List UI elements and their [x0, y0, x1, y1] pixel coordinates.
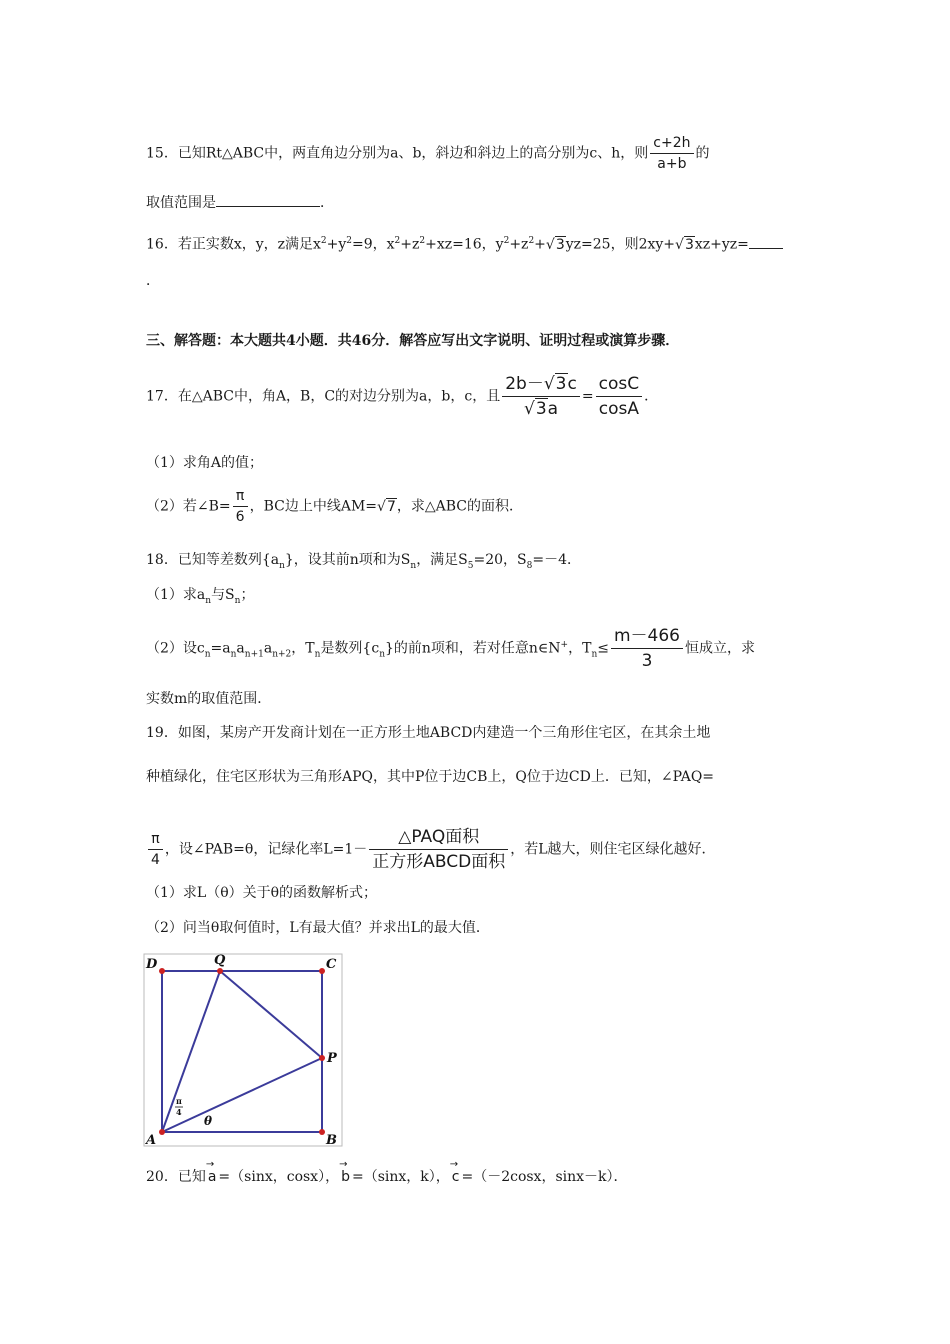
question-17-part2: （2）若∠B= $\frac{\pi}{6}$ ，BC边上中线AM=√7，求△ABC的面积．: [146, 488, 523, 525]
point-a: [159, 1129, 165, 1135]
label-4: 4: [176, 1107, 182, 1117]
label-b: B: [326, 1133, 337, 1148]
point-b: [319, 1129, 325, 1135]
question-19-part1: （1）求L（θ）关于θ的函数解析式；: [146, 885, 378, 901]
q17-right-fraction: $\frac{\cos C}{\cos A}$: [596, 373, 642, 420]
square-diagram: [142, 952, 344, 1148]
q17-left-fraction: $\frac{2b-√3c}{√3a}$: [502, 373, 580, 420]
q19-pi-fraction: $\frac{\pi}{4}$: [148, 830, 163, 869]
question-19-line2: 种植绿化，住宅区形状为三角形APQ，其中P位于边CB上，Q位于边CD上．已知，∠PAQ=: [146, 769, 715, 785]
segment-qp: [220, 971, 322, 1058]
vector-c: → c: [450, 1166, 462, 1188]
label-p: P: [327, 1051, 337, 1066]
question-19-line3: $\frac{\pi}{4}$ ，设∠PAB=θ，记绿化率L=1－ $\frac{\text{△PAQ面积}}{\text{正方形ABCD面积}}$ ，若L越大，则住宅区绿化越好．: [146, 826, 716, 873]
answer-blank-16[interactable]: [749, 234, 783, 249]
question-18-line1: 18．已知等差数列$\{a_n\}$，设其前n项和为$S_n$，满足$S_5=20$，$S_8=-4$．: [146, 552, 582, 571]
sqrt-7: √7: [377, 498, 396, 515]
question-19-line1: 19．如图，某房产开发商计划在一正方形土地ABCD内建造一个三角形住宅区，在其余土地: [146, 725, 711, 741]
label-c: C: [326, 957, 337, 972]
label-q: Q: [214, 953, 226, 968]
question-16-line1: 16．若正实数x，y，z满足$x^2+y^2=9$，$x^2+z^2+xz=16$，$y^2+z^2+√3yz=25$，则2xy+√3xz+yz=: [146, 230, 783, 256]
answer-blank-15[interactable]: [216, 192, 320, 207]
segment-aq: [162, 971, 220, 1132]
question-17-part1: （1）求角A的值；: [146, 455, 264, 471]
question-18-part1: （1）求$a_n$与$S_n$；: [146, 587, 255, 606]
point-d: [159, 968, 165, 974]
vector-b: → b: [339, 1166, 352, 1188]
question-17-line1: 17．在△ABC中，角A，B，C的对边分别为a，b，c，且 $\frac{2b-√3c}{√3a}$ = $\frac{\cos C}{\cos A}$ ．: [146, 374, 659, 419]
label-d: D: [146, 957, 158, 972]
point-p: [319, 1055, 325, 1061]
question-16-line2: ．: [146, 273, 160, 289]
sqrt-3: √3: [675, 236, 694, 253]
vector-a: → a: [206, 1166, 219, 1188]
question-18-line3: 实数m的取值范围．: [146, 691, 272, 707]
question-19-part2: （2）问当θ取何值时，L有最大值？并求出L的最大值．: [146, 920, 490, 936]
q18-fraction: $\frac{m-466}{3}$: [611, 625, 683, 672]
point-c: [319, 968, 325, 974]
question-15-line2: 取值范围是 ．: [146, 192, 334, 214]
label-theta: θ: [204, 1114, 213, 1128]
q19-area-fraction: $\frac{\text{△PAQ面积}}{\text{正方形ABCD面积}}$: [369, 826, 508, 873]
q15-fraction: $\frac{c+2h}{a+b}$: [650, 134, 693, 173]
label-pi: π: [176, 1096, 182, 1106]
question-20-line1: 20．已知→ a =（sinx，cosx），→ b =（sinx，k），→ c =（－2cosx，sinx－k）．: [146, 1166, 628, 1188]
section-3-heading: 三、解答题：本大题共4小题．共46分．解答应写出文字说明、证明过程或演算步骤．: [146, 333, 680, 349]
q17-angle-fraction: $\frac{\pi}{6}$: [233, 487, 248, 526]
question-15-line1: 15．已知Rt△ABC中，两直角边分别为a、b，斜边和斜边上的高分别为c、h，则 $\frac{c+2h}{a+b}$ 的: [146, 135, 710, 172]
question-18-part2: （2）设$c_n=a_na_{n+1}a_{n+2}$，$T_n$是数列$\{c_n\}$的前n项和，若对任意n∈N+，$T_n\le$ $\frac{m-466}{3}$ 恒成立，求: [146, 626, 755, 671]
sqrt-3: √3: [545, 236, 565, 253]
segment-pa: [162, 1058, 322, 1132]
point-q: [217, 968, 223, 974]
label-a: A: [146, 1133, 157, 1148]
